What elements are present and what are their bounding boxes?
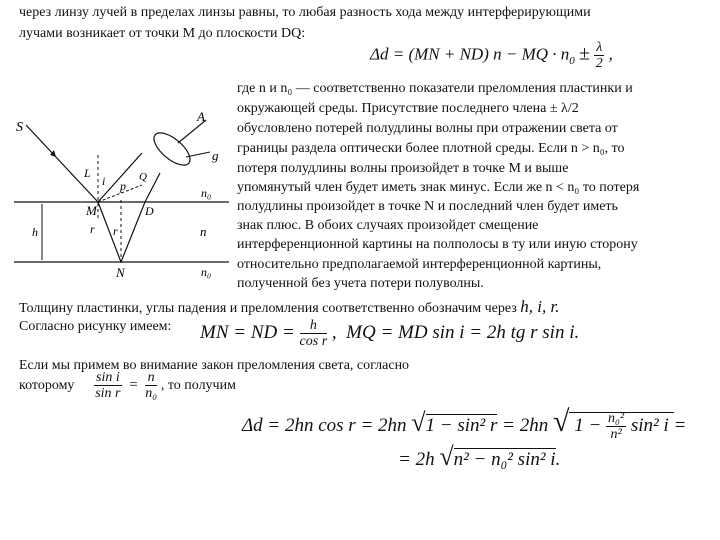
label-n-point: N bbox=[116, 265, 125, 280]
label-r-1: r bbox=[90, 222, 95, 236]
paragraph-right-line-1: где n и n₀ — соответственно показатели преломления пластинки и bbox=[237, 81, 633, 96]
label-d: D bbox=[145, 204, 154, 218]
formula4-rad2 bbox=[569, 411, 673, 443]
paragraph-top-line-1: через линзу лучей в пределах линзы равны, то любая разность хода между интерферирующими bbox=[19, 5, 591, 20]
formula4-nsq: n² bbox=[610, 427, 622, 443]
law-line-2: которому bbox=[19, 378, 75, 393]
label-p: p bbox=[120, 179, 126, 193]
label-q: Q bbox=[139, 171, 147, 183]
formula-segments bbox=[200, 318, 579, 349]
formula2-comma: , bbox=[331, 321, 337, 343]
formula4-period: . bbox=[555, 449, 561, 470]
label-a: A bbox=[197, 109, 205, 124]
emerging-ray-d bbox=[145, 173, 160, 202]
formula3-tail: , то получим bbox=[160, 377, 236, 393]
formula3-fraction-2 bbox=[145, 370, 157, 401]
formula3-fraction-1 bbox=[94, 370, 122, 401]
paragraph-top-line-2: лучами возникает от точки М до плоскости DQ: bbox=[19, 26, 306, 41]
formula4-sin2i: sin² i bbox=[630, 415, 669, 436]
paragraph-right-line-8: знак плюс. В обоих случаях произойдет смещение bbox=[237, 218, 539, 233]
paragraph-right-line-7: полудлины произойдет в точке N и последний член будет иметь bbox=[237, 199, 618, 214]
paragraph-right-line-4: границы раздела оптически более плотной среды. Если n > n₀, то bbox=[237, 141, 625, 156]
label-h: h bbox=[32, 225, 38, 239]
label-i: i bbox=[102, 174, 106, 188]
thickness-symbols: h, i, r. bbox=[520, 297, 560, 316]
formula-final-line-2 bbox=[398, 442, 560, 472]
paragraph-right-line-6: упомянутый член будет иметь знак минус. Если же n < n₀ то потеря bbox=[237, 180, 640, 195]
formula2-rhs: MQ = MD sin i = 2h tg r sin i. bbox=[346, 321, 580, 343]
formula-snell bbox=[94, 370, 236, 401]
formula3-num1: sin i bbox=[96, 370, 120, 385]
formula1-sub0: 0 bbox=[569, 54, 575, 67]
formula4-fraction bbox=[606, 411, 626, 442]
incident-ray bbox=[26, 125, 98, 202]
formula3-num2: n bbox=[145, 370, 157, 386]
formula3-eq: = bbox=[129, 376, 138, 393]
formula1-lambda: λ bbox=[596, 40, 603, 55]
optics-figure bbox=[14, 105, 234, 295]
formula4-n0sq: n₀² bbox=[608, 411, 625, 427]
formula4-eq-end: = bbox=[673, 415, 687, 436]
formula1-lhs: Δd = (MN + ND) n − MQ · n bbox=[370, 44, 570, 64]
label-s: S bbox=[16, 120, 23, 135]
paragraph-right-line-3: обусловлено потерей полудлины волны при отражении света от bbox=[237, 121, 618, 136]
formula4-part1: Δd = 2hn cos r = 2hn bbox=[242, 415, 407, 436]
formula-final-line-1 bbox=[242, 405, 686, 442]
paragraph-right-line-2: окружающей среды. Присутствие последнего члена ± λ/2 bbox=[237, 101, 579, 116]
formula1-comma: , bbox=[608, 44, 613, 64]
formula1-two: 2 bbox=[595, 56, 603, 71]
formula2-fraction bbox=[300, 318, 328, 349]
formula3-den2: n₀ bbox=[145, 386, 158, 401]
sqrt-icon-large: √ bbox=[552, 405, 570, 438]
formula2-den: cos r bbox=[299, 334, 328, 349]
formula3-den1: sin r bbox=[95, 386, 121, 401]
focal-line-g bbox=[186, 152, 210, 157]
paragraph-right-line-5: потеря полудлины волны произойдет в точке М и выше bbox=[237, 161, 569, 176]
formula4-one: 1 − bbox=[574, 415, 602, 436]
formula4-rad3: n² − n₀² sin² i bbox=[453, 449, 556, 470]
formula2-lhs: MN = ND = bbox=[200, 321, 295, 343]
formula4-line2-lead: = 2h bbox=[398, 449, 435, 470]
formula1-lambda-half bbox=[594, 40, 604, 71]
thickness-text: Толщину пластинки, углы падения и преломления соответственно обозначим через bbox=[19, 301, 517, 316]
label-g: g bbox=[212, 148, 219, 163]
figure-sentence: Согласно рисунку имеем: bbox=[19, 319, 172, 334]
label-n: n bbox=[200, 224, 207, 239]
formula4-rad1: 1 − sin² r bbox=[425, 415, 498, 436]
label-m: M bbox=[86, 203, 97, 218]
label-l: L bbox=[84, 166, 91, 180]
sqrt-icon: √ bbox=[411, 408, 426, 437]
label-n0-bottom: n₀ bbox=[201, 265, 212, 279]
law-line-1: Если мы примем во внимание закон преломления света, согласно bbox=[19, 358, 410, 373]
formula-path-difference bbox=[370, 40, 613, 71]
formula2-num: h bbox=[300, 318, 328, 334]
thickness-sentence bbox=[19, 297, 559, 318]
sqrt-icon-final: √ bbox=[439, 442, 454, 471]
paragraph-right-line-9: интерференционной картины на полполосы в ту или иную сторону bbox=[237, 237, 638, 252]
paragraph-right-line-10: относительно предполагаемой интерференционной картины, bbox=[237, 257, 602, 272]
refracted-ray-nd bbox=[121, 202, 145, 262]
paragraph-right-line-11: полученной без учета потери полуволны. bbox=[237, 276, 484, 291]
formula4-part2: = 2hn bbox=[502, 415, 549, 436]
lens bbox=[149, 127, 196, 171]
label-n0-top: n₀ bbox=[201, 186, 212, 200]
label-r-2: r bbox=[113, 224, 118, 238]
formula1-pm: ± bbox=[579, 42, 591, 65]
